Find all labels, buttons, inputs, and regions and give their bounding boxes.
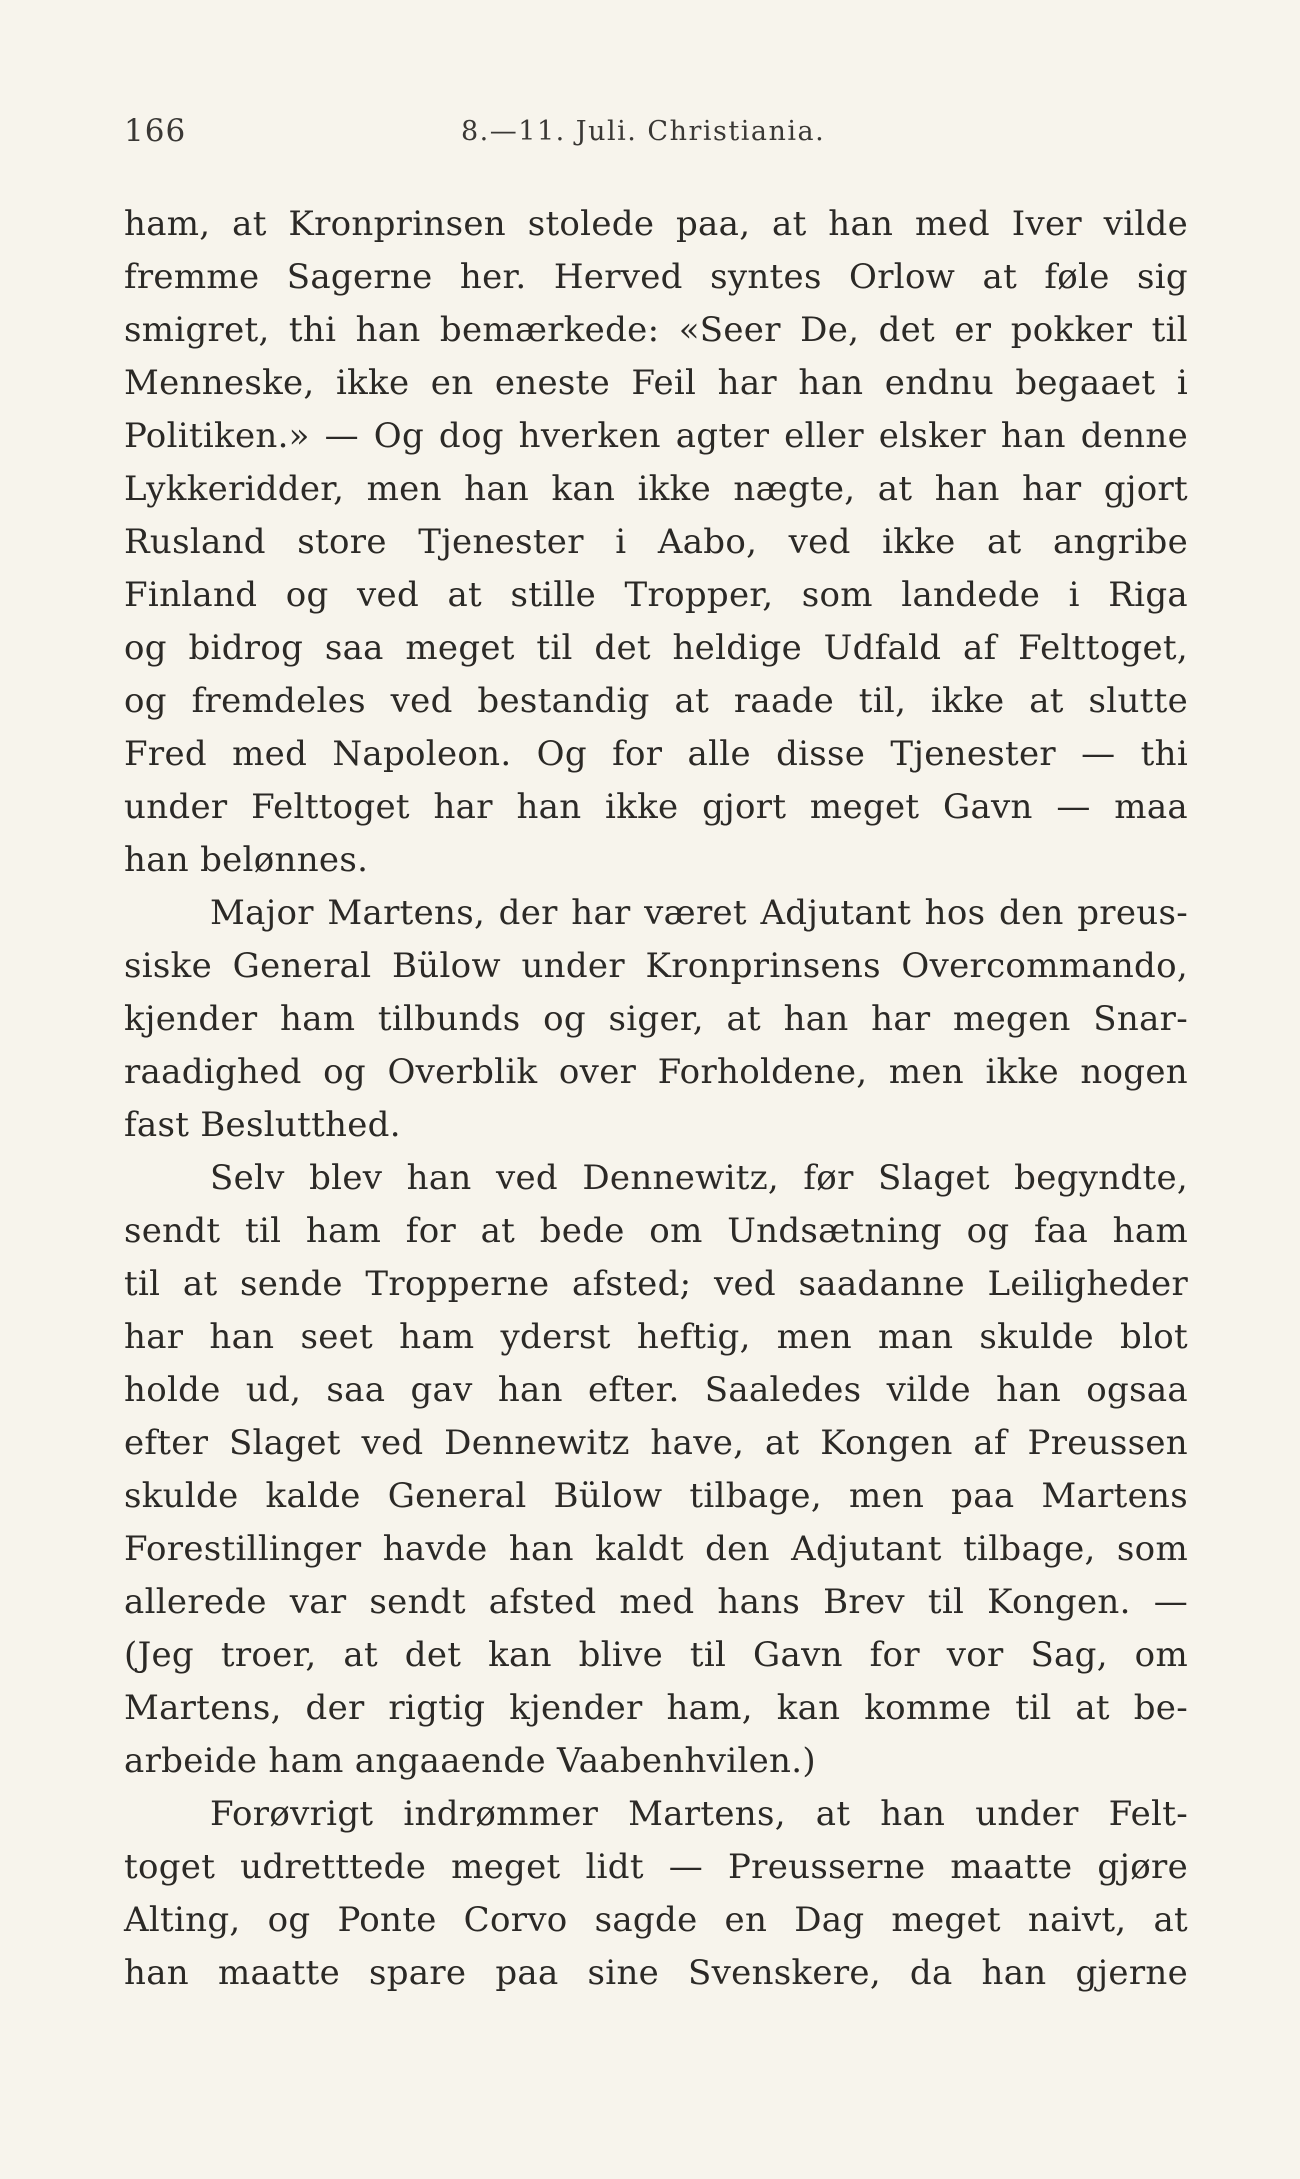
text-line: kjender ham tilbunds og siger, at han har megen Snar-: [124, 999, 1188, 1039]
text-line: (Jeg troer, at det kan blive til Gavn for vor Sag, om: [124, 1635, 1188, 1675]
text-line: holde ud, saa gav han efter. Saaledes vilde han ogsaa: [124, 1370, 1188, 1410]
text-line: ham, at Kronprinsen stolede paa, at han med Iver vilde: [124, 204, 1188, 244]
paragraph-start-line: Selv blev han ved Dennewitz, før Slaget begyndte,: [210, 1158, 1188, 1198]
text-line: Martens, der rigtig kjender ham, kan komme til at be-: [124, 1688, 1188, 1728]
text-line: raadighed og Overblik over Forholdene, men ikke nogen: [124, 1052, 1188, 1092]
text-line: Politiken.» — Og dog hverken agter eller elsker han denne: [124, 416, 1188, 456]
text-line: toget udretttede meget lidt — Preusserne maatte gjøre: [124, 1847, 1188, 1887]
text-line: har han seet ham yderst heftig, men man skulde blot: [124, 1317, 1188, 1357]
text-line: arbeide ham angaaende Vaabenhvilen.): [124, 1741, 816, 1781]
text-line: fremme Sagerne her. Herved syntes Orlow at føle sig: [124, 257, 1188, 297]
page-header: [124, 113, 1188, 163]
text-line: han belønnes.: [124, 840, 369, 880]
text-line: sendt til ham for at bede om Undsætning og faa ham: [124, 1211, 1188, 1251]
text-line: Alting, og Ponte Corvo sagde en Dag meget naivt, at: [124, 1900, 1188, 1940]
text-line: allerede var sendt afsted med hans Brev til Kongen. —: [124, 1582, 1188, 1622]
paragraph-start-line: Major Martens, der har været Adjutant hos den preus-: [210, 893, 1188, 933]
text-line: under Felttoget har han ikke gjort meget Gavn — maa: [124, 787, 1188, 827]
text-line: Menneske, ikke en eneste Feil har han endnu begaaet i: [124, 363, 1188, 403]
text-line: og bidrog saa meget til det heldige Udfald af Felttoget,: [124, 628, 1188, 668]
text-line: smigret, thi han bemærkede: «Seer De, det er pokker til: [124, 310, 1188, 350]
page-number: 166: [124, 113, 187, 149]
text-line: siske General Bülow under Kronprinsens Overcommando,: [124, 946, 1188, 986]
text-line: skulde kalde General Bülow tilbage, men paa Martens: [124, 1476, 1188, 1516]
text-line: Rusland store Tjenester i Aabo, ved ikke at angribe: [124, 522, 1188, 562]
text-line: han maatte spare paa sine Svenskere, da han gjerne: [124, 1953, 1188, 1993]
text-line: til at sende Tropperne afsted; ved saadanne Leiligheder: [124, 1264, 1188, 1304]
text-line: Lykkeridder, men han kan ikke nægte, at han har gjort: [124, 469, 1188, 509]
text-line: fast Beslutthed.: [124, 1105, 401, 1145]
text-line: Forestillinger havde han kaldt den Adjutant tilbage, som: [124, 1529, 1188, 1569]
paragraph-start-line: Forøvrigt indrømmer Martens, at han under Felt-: [210, 1794, 1188, 1834]
text-line: efter Slaget ved Dennewitz have, at Kongen af Preussen: [124, 1423, 1188, 1463]
running-head: 8.—11. Juli. Christiania.: [461, 116, 826, 147]
text-line: Fred med Napoleon. Og for alle disse Tjenester — thi: [124, 734, 1188, 774]
body-text: [124, 198, 1188, 2000]
text-line: Finland og ved at stille Tropper, som landede i Riga: [124, 575, 1188, 615]
text-line: og fremdeles ved bestandig at raade til, ikke at slutte: [124, 681, 1188, 721]
